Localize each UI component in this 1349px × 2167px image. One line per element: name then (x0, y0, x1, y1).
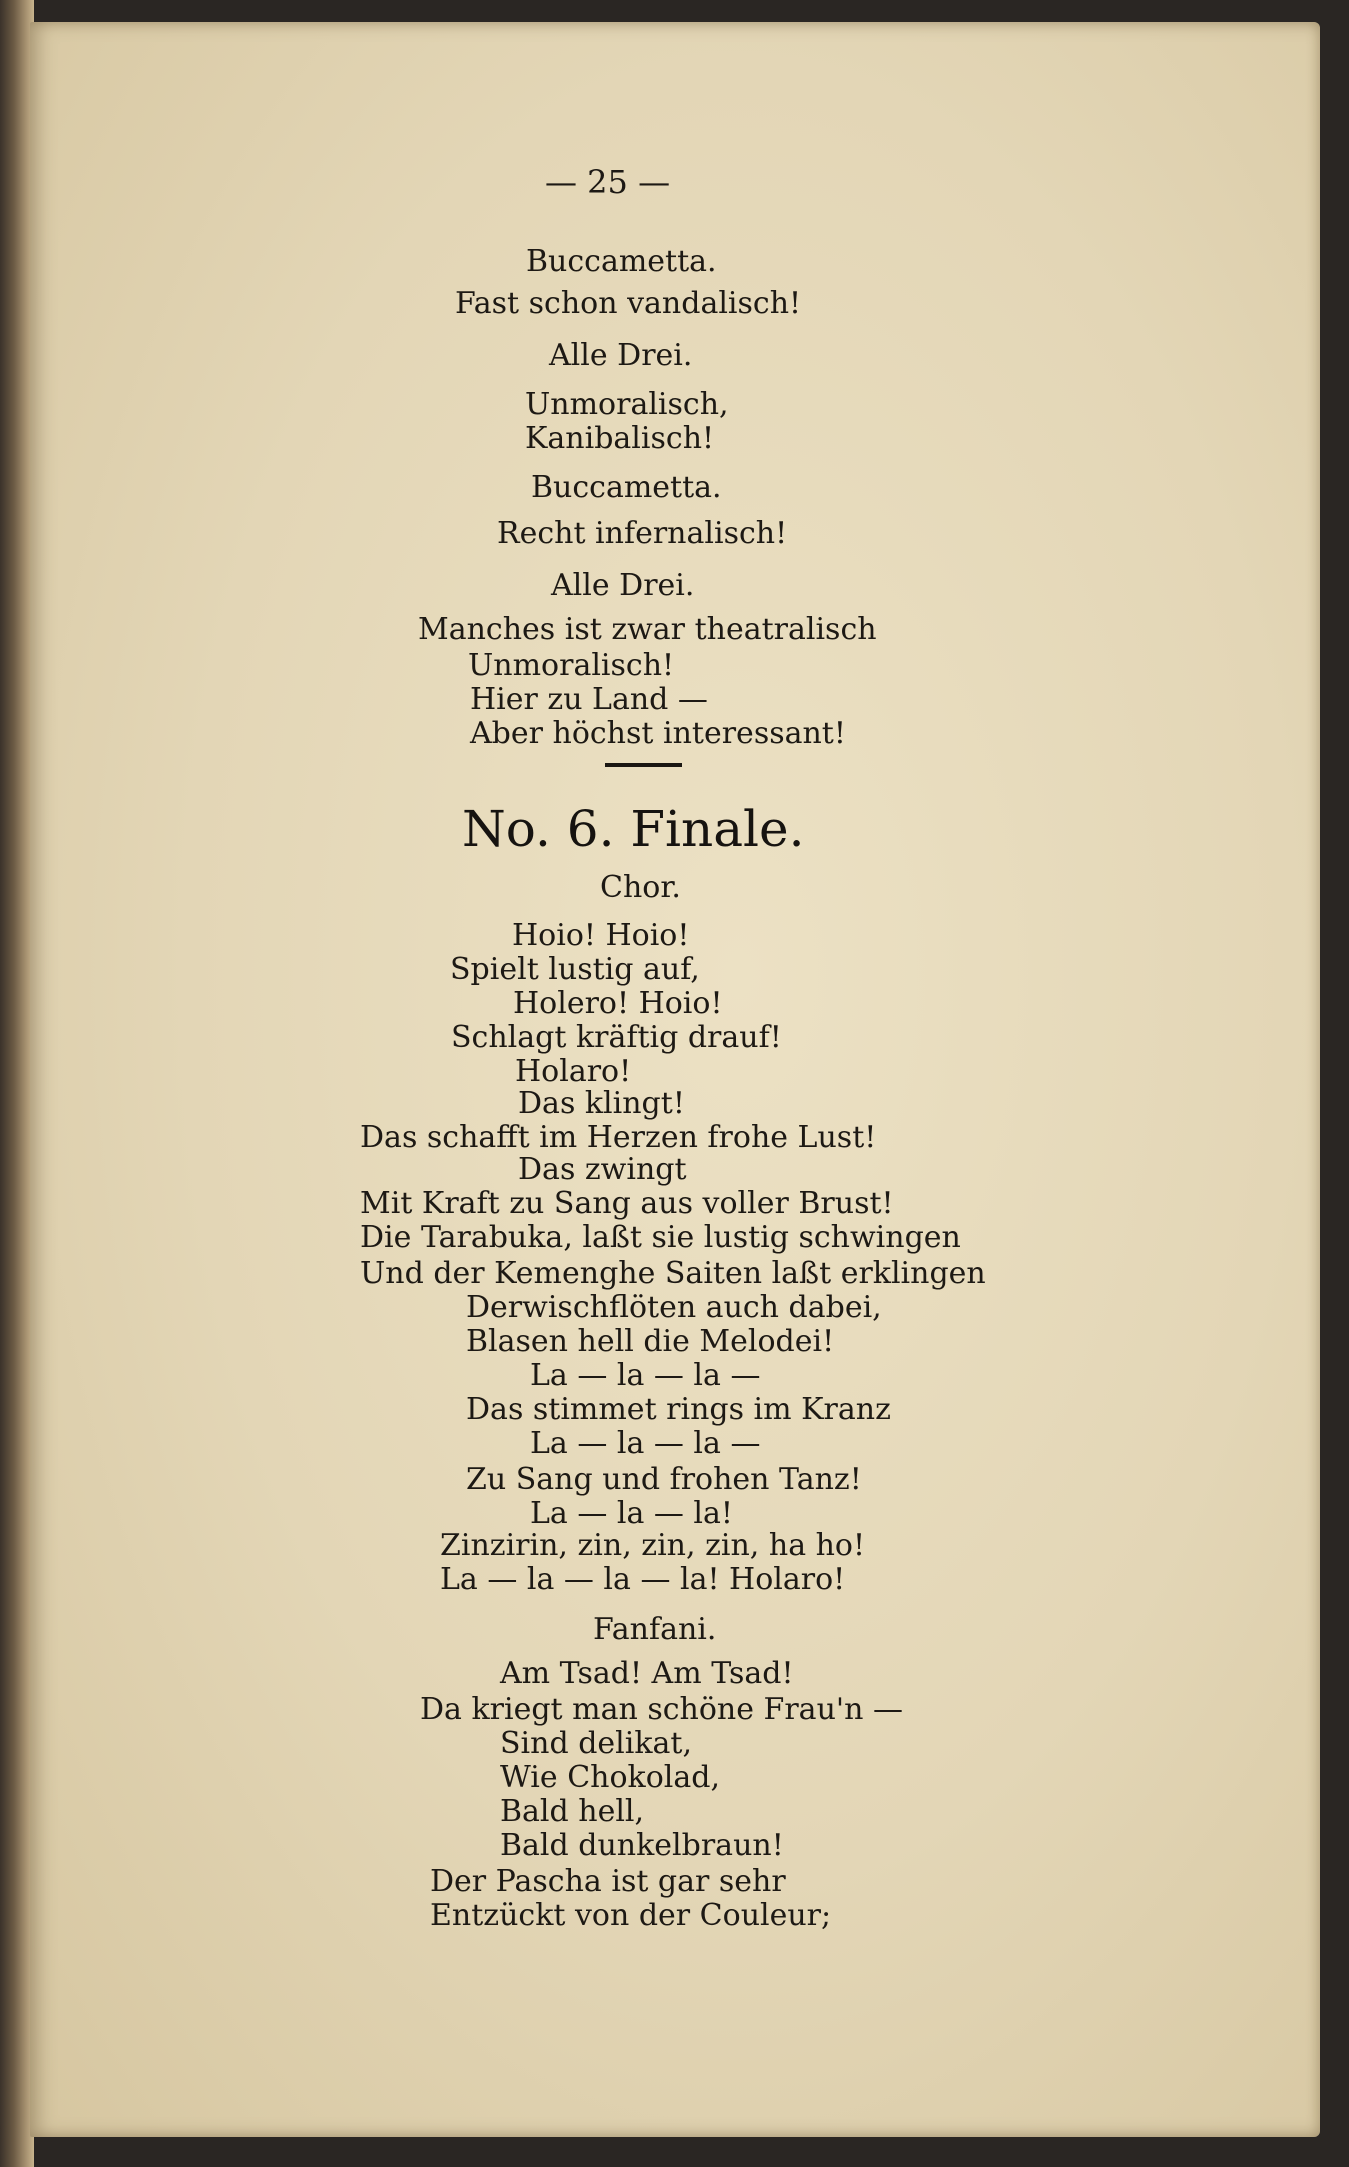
speaker-label: Buccametta. (531, 470, 722, 505)
verse-line: Holero! Hoio! (513, 986, 723, 1021)
verse-line: Der Pascha ist gar sehr (430, 1864, 786, 1899)
verse-line: Hoio! Hoio! (512, 918, 690, 953)
verse-line: Recht infernalisch! (497, 516, 788, 551)
book-spine (0, 0, 34, 2167)
verse-line: Bald hell, (500, 1794, 645, 1829)
verse-line: La — la — la — (530, 1426, 761, 1461)
speaker-label: Chor. (600, 870, 681, 905)
verse-line: Schlagt kräftig drauf! (451, 1020, 782, 1055)
verse-line: Am Tsad! Am Tsad! (500, 1656, 794, 1691)
verse-line: La — la — la — la! Holaro! (440, 1562, 846, 1597)
verse-line: Die Tarabuka, laßt sie lustig schwingen (360, 1220, 961, 1255)
verse-line: La — la — la! (530, 1496, 733, 1531)
section-title: No. 6. Finale. (462, 800, 805, 858)
verse-line: Zinzirin, zin, zin, zin, ha ho! (440, 1528, 866, 1563)
verse-line: Unmoralisch! (468, 648, 675, 683)
speaker-label: Alle Drei. (549, 338, 693, 373)
page-number: — 25 — (545, 163, 671, 201)
verse-line: Manches ist zwar theatralisch (418, 612, 877, 647)
verse-line: Aber höchst interessant! (470, 716, 846, 751)
verse-line: La — la — la — (530, 1358, 761, 1393)
verse-line: Kanibalisch! (525, 421, 715, 456)
verse-line: Hier zu Land — (470, 682, 708, 717)
verse-line: Derwischflöten auch dabei, (466, 1290, 882, 1325)
verse-line: Das klingt! (518, 1086, 685, 1121)
verse-line: Zu Sang und frohen Tanz! (466, 1462, 862, 1497)
verse-line: Das schafft im Herzen frohe Lust! (360, 1120, 877, 1155)
verse-line: Entzückt von der Couleur; (430, 1898, 832, 1933)
verse-line: Sind delikat, (500, 1726, 693, 1761)
verse-line: Das stimmet rings im Kranz (466, 1392, 891, 1427)
verse-line: Fast schon vandalisch! (455, 286, 802, 321)
speaker-label: Fanfani. (593, 1612, 717, 1647)
section-divider (605, 763, 682, 767)
verse-line: Und der Kemenghe Saiten laßt erklingen (360, 1256, 986, 1291)
verse-line: Da kriegt man schöne Frau'n — (420, 1692, 903, 1727)
verse-line: Blasen hell die Melodei! (466, 1324, 835, 1359)
speaker-label: Buccametta. (526, 244, 717, 279)
verse-line: Bald dunkelbraun! (500, 1828, 784, 1863)
verse-line: Wie Chokolad, (500, 1760, 720, 1795)
verse-line: Spielt lustig auf, (450, 952, 700, 987)
speaker-label: Alle Drei. (551, 568, 695, 603)
verse-line: Das zwingt (518, 1152, 687, 1187)
verse-line: Unmoralisch, (525, 387, 729, 422)
verse-line: Holaro! (515, 1054, 632, 1089)
verse-line: Mit Kraft zu Sang aus voller Brust! (360, 1186, 894, 1221)
